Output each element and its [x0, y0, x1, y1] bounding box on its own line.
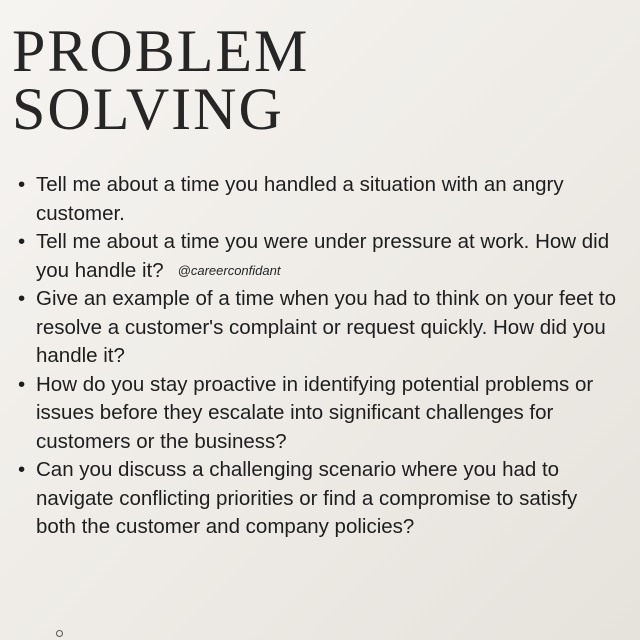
question-text: Can you discuss a challenging scenario where you had to navigate conflicting priorities or find a compromise to satisfy both the customer and company policies? [36, 458, 578, 538]
question-text: Tell me about a time you handled a situation with an angry customer. [36, 173, 564, 225]
list-item [18, 228, 618, 285]
title-line-1: PROBLEM [12, 18, 310, 84]
bullet-icon: • [18, 230, 26, 253]
page-title [12, 18, 310, 142]
list-item [18, 456, 618, 542]
question-list [18, 171, 618, 542]
bullet-icon: • [18, 287, 26, 310]
list-item [18, 371, 618, 457]
bullet-icon: • [18, 458, 26, 481]
question-text: Give an example of a time when you had to think on your feet to resolve a customer's complaint or request quickly. How did you handle it? [36, 287, 617, 367]
list-item [18, 171, 618, 228]
watermark-handle: @careerconfidant [177, 262, 281, 278]
bullet-icon: • [18, 372, 26, 396]
question-text: How do you stay proactive in identifying potential problems or issues before they escalate into significant challenges for customers or the business? [36, 372, 594, 453]
question-text: Tell me about a time you were under pressure at work. How did you handle it? [36, 230, 610, 282]
bullet-icon: • [18, 173, 26, 196]
ring-icon [56, 630, 63, 637]
title-line-2: SOLVING [12, 76, 284, 142]
list-item [18, 285, 618, 371]
